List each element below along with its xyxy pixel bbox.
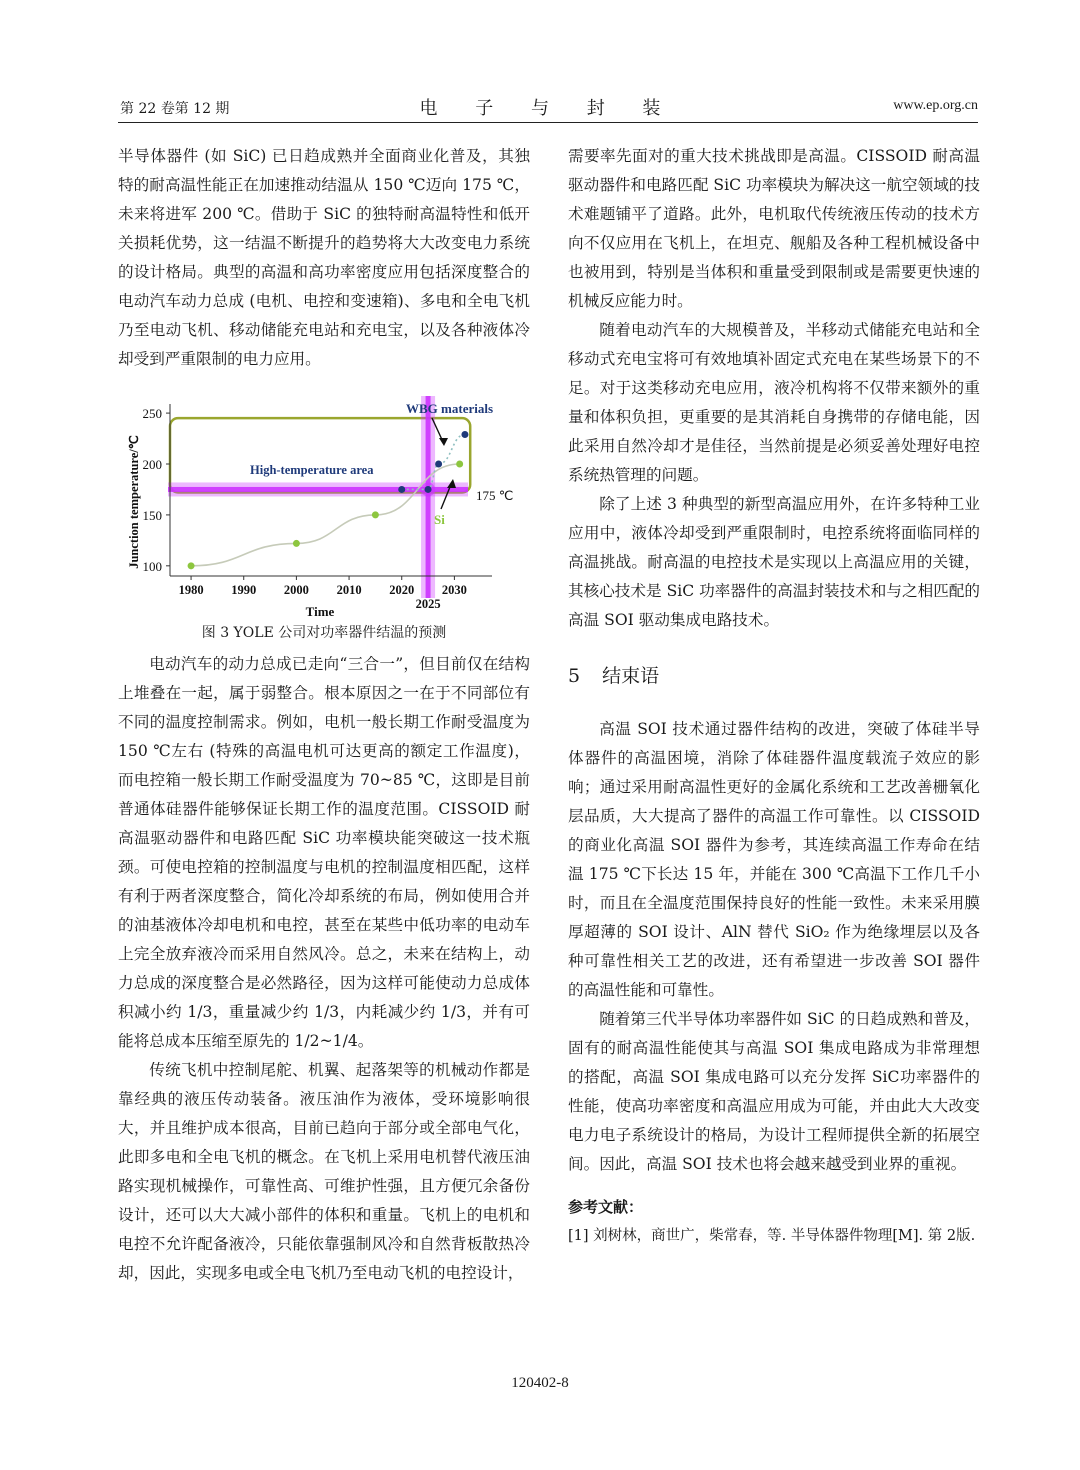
wbg-arrowhead xyxy=(439,438,448,446)
left-column-top xyxy=(118,142,530,374)
wbg-materials-label: WBG materials xyxy=(406,401,494,416)
body-paragraph: 除了上述 3 种典型的新型高温应用外，在许多特种工业应用中，液体冷却受到严重限制时，电控系统将面临同样的高温挑战。耐高温的电控技术是实现以上高温应用的关键，其核心技术是 SiC 功率器件的高温封装技术和与之相匹配的高温 SOI 驱动集成电路技术。 xyxy=(568,495,980,629)
section-heading xyxy=(568,661,980,691)
y-axis-title: Junction temperature/℃ xyxy=(127,435,141,569)
journal-website: www.ep.org.cn xyxy=(893,98,978,113)
body-paragraph: 需要率先面对的重大技术挑战即是高温。CISSOID 耐高温驱动器件和电路匹配 SiC 功率模块为解决这一航空领域的技术难题铺平了道路。此外，电机取代传统液压传动的技术方向不仅应用在飞机上，在坦克、舰船及各种工程机械设备中也被用到，特别是当体积和重量受到限制或是需要更快速的机械反应能力时。 xyxy=(568,147,980,310)
si-data-point xyxy=(456,461,463,468)
y-tick-label: 200 xyxy=(142,457,162,472)
si-data-point xyxy=(372,511,379,518)
page-number: 120402-8 xyxy=(511,1375,569,1391)
right-column xyxy=(568,142,980,1251)
figure-caption: 图 3 YOLE 公司对功率器件结温的预测 xyxy=(201,625,447,641)
page-header xyxy=(118,92,978,123)
x-tick-label: 2030 xyxy=(441,583,467,597)
section-title: 结束语 xyxy=(602,665,660,687)
high-temperature-area-label: High-temperature area xyxy=(250,463,374,477)
journal-volume: 第 22 卷第 12 期 xyxy=(120,101,230,117)
wbg-data-point xyxy=(398,486,405,493)
x-tick-label: 1980 xyxy=(178,583,204,597)
x-tick-label: 2010 xyxy=(336,583,362,597)
y-tick-label: 150 xyxy=(142,507,162,523)
figure-3 xyxy=(118,396,538,618)
y-tick-label: 250 xyxy=(142,406,162,422)
x-tick-label-2025: 2025 xyxy=(415,597,441,611)
x-tick-label: 2000 xyxy=(283,583,309,597)
body-paragraph: 随着电动汽车的大规模普及，半移动式储能充电站和全移动式充电宝将可有效地填补固定式充电在某些场景下的不足。对于这类移动充电应用，液冷机构将不仅带来额外的重量和体积负担，更重要的是其消耗自身携带的存储电能，因此采用自然冷却才是佳径，当然前提是必须妥善处理好电控系统热管理的问题。 xyxy=(568,321,980,484)
si-data-point xyxy=(293,540,300,547)
si-label: Si xyxy=(434,512,445,527)
wbg-data-point xyxy=(425,486,432,493)
body-paragraph: 随着第三代半导体功率器件如 SiC 的日趋成熟和普及，固有的耐高温性能使其与高温 SOI 集成电路成为非常理想的搭配，高温 SOI 集成电路可以充分发挥 SiC功率器件的性能，使高功率密度和高温应用成为可能，并由此大大改变电力电子系统设计的格局，为设计工程师提供全新的拓展空间。因此，高温 SOI 技术也将会越来越受到业界的重视。 xyxy=(568,1010,980,1173)
si-trend-curve xyxy=(191,464,460,566)
section-number: 5 xyxy=(568,665,581,687)
wbg-data-point xyxy=(435,461,442,468)
wbg-data-point xyxy=(461,431,468,438)
body-paragraph: 电动汽车的动力总成已走向“三合一”，但目前仅在结构上堆叠在一起，属于弱整合。根本原因之一在于不同部位有不同的温度控制需求。例如，电机一般长期工作耐受温度为 150 ℃左右 (特殊的高温电机可达更高的额定工作温度)，而电控箱一般长期工作耐受温度为 70~85 ℃，这即是目前普通体硅器件能够保证长期工作的温度范围。CISSOID 耐高温驱动器件和电路匹配 SiC 功率模块能突破这一技术瓶颈。可使电控箱的控制温度与电机的控制温度相匹配，这样有利于两者深度整合，简化冷却系统的布局，例如使用合并的油基液体冷却电机和电控，甚至在某些中低功率的电动车上完全放弃液冷而采用自然风冷。总之，未来在结构上，动力总成的深度整合是必然路径，因为这样可能使动力总成体积减小约 1/3，重量减少约 1/3，内耗减少约 1/3，并有可能将总成本压缩至原先的 1/2~1/4。 xyxy=(118,655,530,1050)
body-paragraph: 高温 SOI 技术通过器件结构的改进，突破了体硅半导体器件的高温困境，消除了体硅器件温度载流子效应的影响；通过采用耐高温性更好的金属化系统和工艺改善栅氧化层品质，大大提高了器件的高温工作可靠性。以 CISSOID 的商业化高温 SOI 器件为参考，其连续高温工作寿命在结温 175 ℃下长达 15 年，并能在 300 ℃高温下工作几千小时，而且在全温度范围保持良好的性能一致性。未来采用膜厚超薄的 SOI 设计、AlN 替代 SiO₂ 作为绝缘埋层以及各种可靠性相关工艺的改进，还有希望进一步改善 SOI 器件的高温性能和可靠性。 xyxy=(568,720,980,999)
x-tick-label: 1990 xyxy=(231,583,257,597)
highlight-line-2025 xyxy=(426,396,431,598)
y-tick-label: 100 xyxy=(142,558,162,574)
body-paragraph: 半导体器件 (如 SiC) 已日趋成熟并全面商业化普及，其独特的耐高温性能正在加速推动结温从 150 ℃迈向 175 ℃，未来将进军 200 ℃。借助于 SiC 的独特耐高温特性和低开关损耗优势，这一结温不断提升的趋势将大大改变电力系统的设计格局。典型的高温和高功率密度应用包括深度整合的电动汽车动力总成 (电机、电控和变速箱)、多电和全电飞机乃至电动飞机、移动储能充电站和充电宝，以及各种液体冷却受到严重限制的电力应用。 xyxy=(118,147,530,368)
references-title: 参考文献： xyxy=(568,1198,644,1216)
left-column-bottom xyxy=(118,650,530,1288)
x-tick-label: 2020 xyxy=(389,583,415,597)
si-data-point xyxy=(188,562,195,569)
body-paragraph: 传统飞机中控制尾舵、机翼、起落架等的机械动作都是靠经典的液压传动装备。液压油作为液体，受环境影响很大，并且维护成本很高，目前已趋向于部分或全部电气化，此即多电和全电飞机的概念。在飞机上采用电机替代液压油路实现机械操作，可靠性高、可维护性强，且方便冗余备份设计，还可以大大减小部件的体积和重量。飞机上的电机和电控不允许配备液冷，只能依靠强制风冷和自然背板散热冷却，因此，实现多电或全电飞机乃至电动飞机的电控设计， xyxy=(118,1061,530,1282)
line-175-label: 175 ℃ xyxy=(476,488,514,503)
journal-title: 电 子 与 封 装 xyxy=(419,98,677,119)
junction-temperature-chart xyxy=(118,396,538,618)
x-axis-title: Time xyxy=(305,604,335,618)
reference-item: [1] 刘树林，商世广，柴常春，等. 半导体器件物理[M]. 第 2版. xyxy=(568,1228,976,1244)
